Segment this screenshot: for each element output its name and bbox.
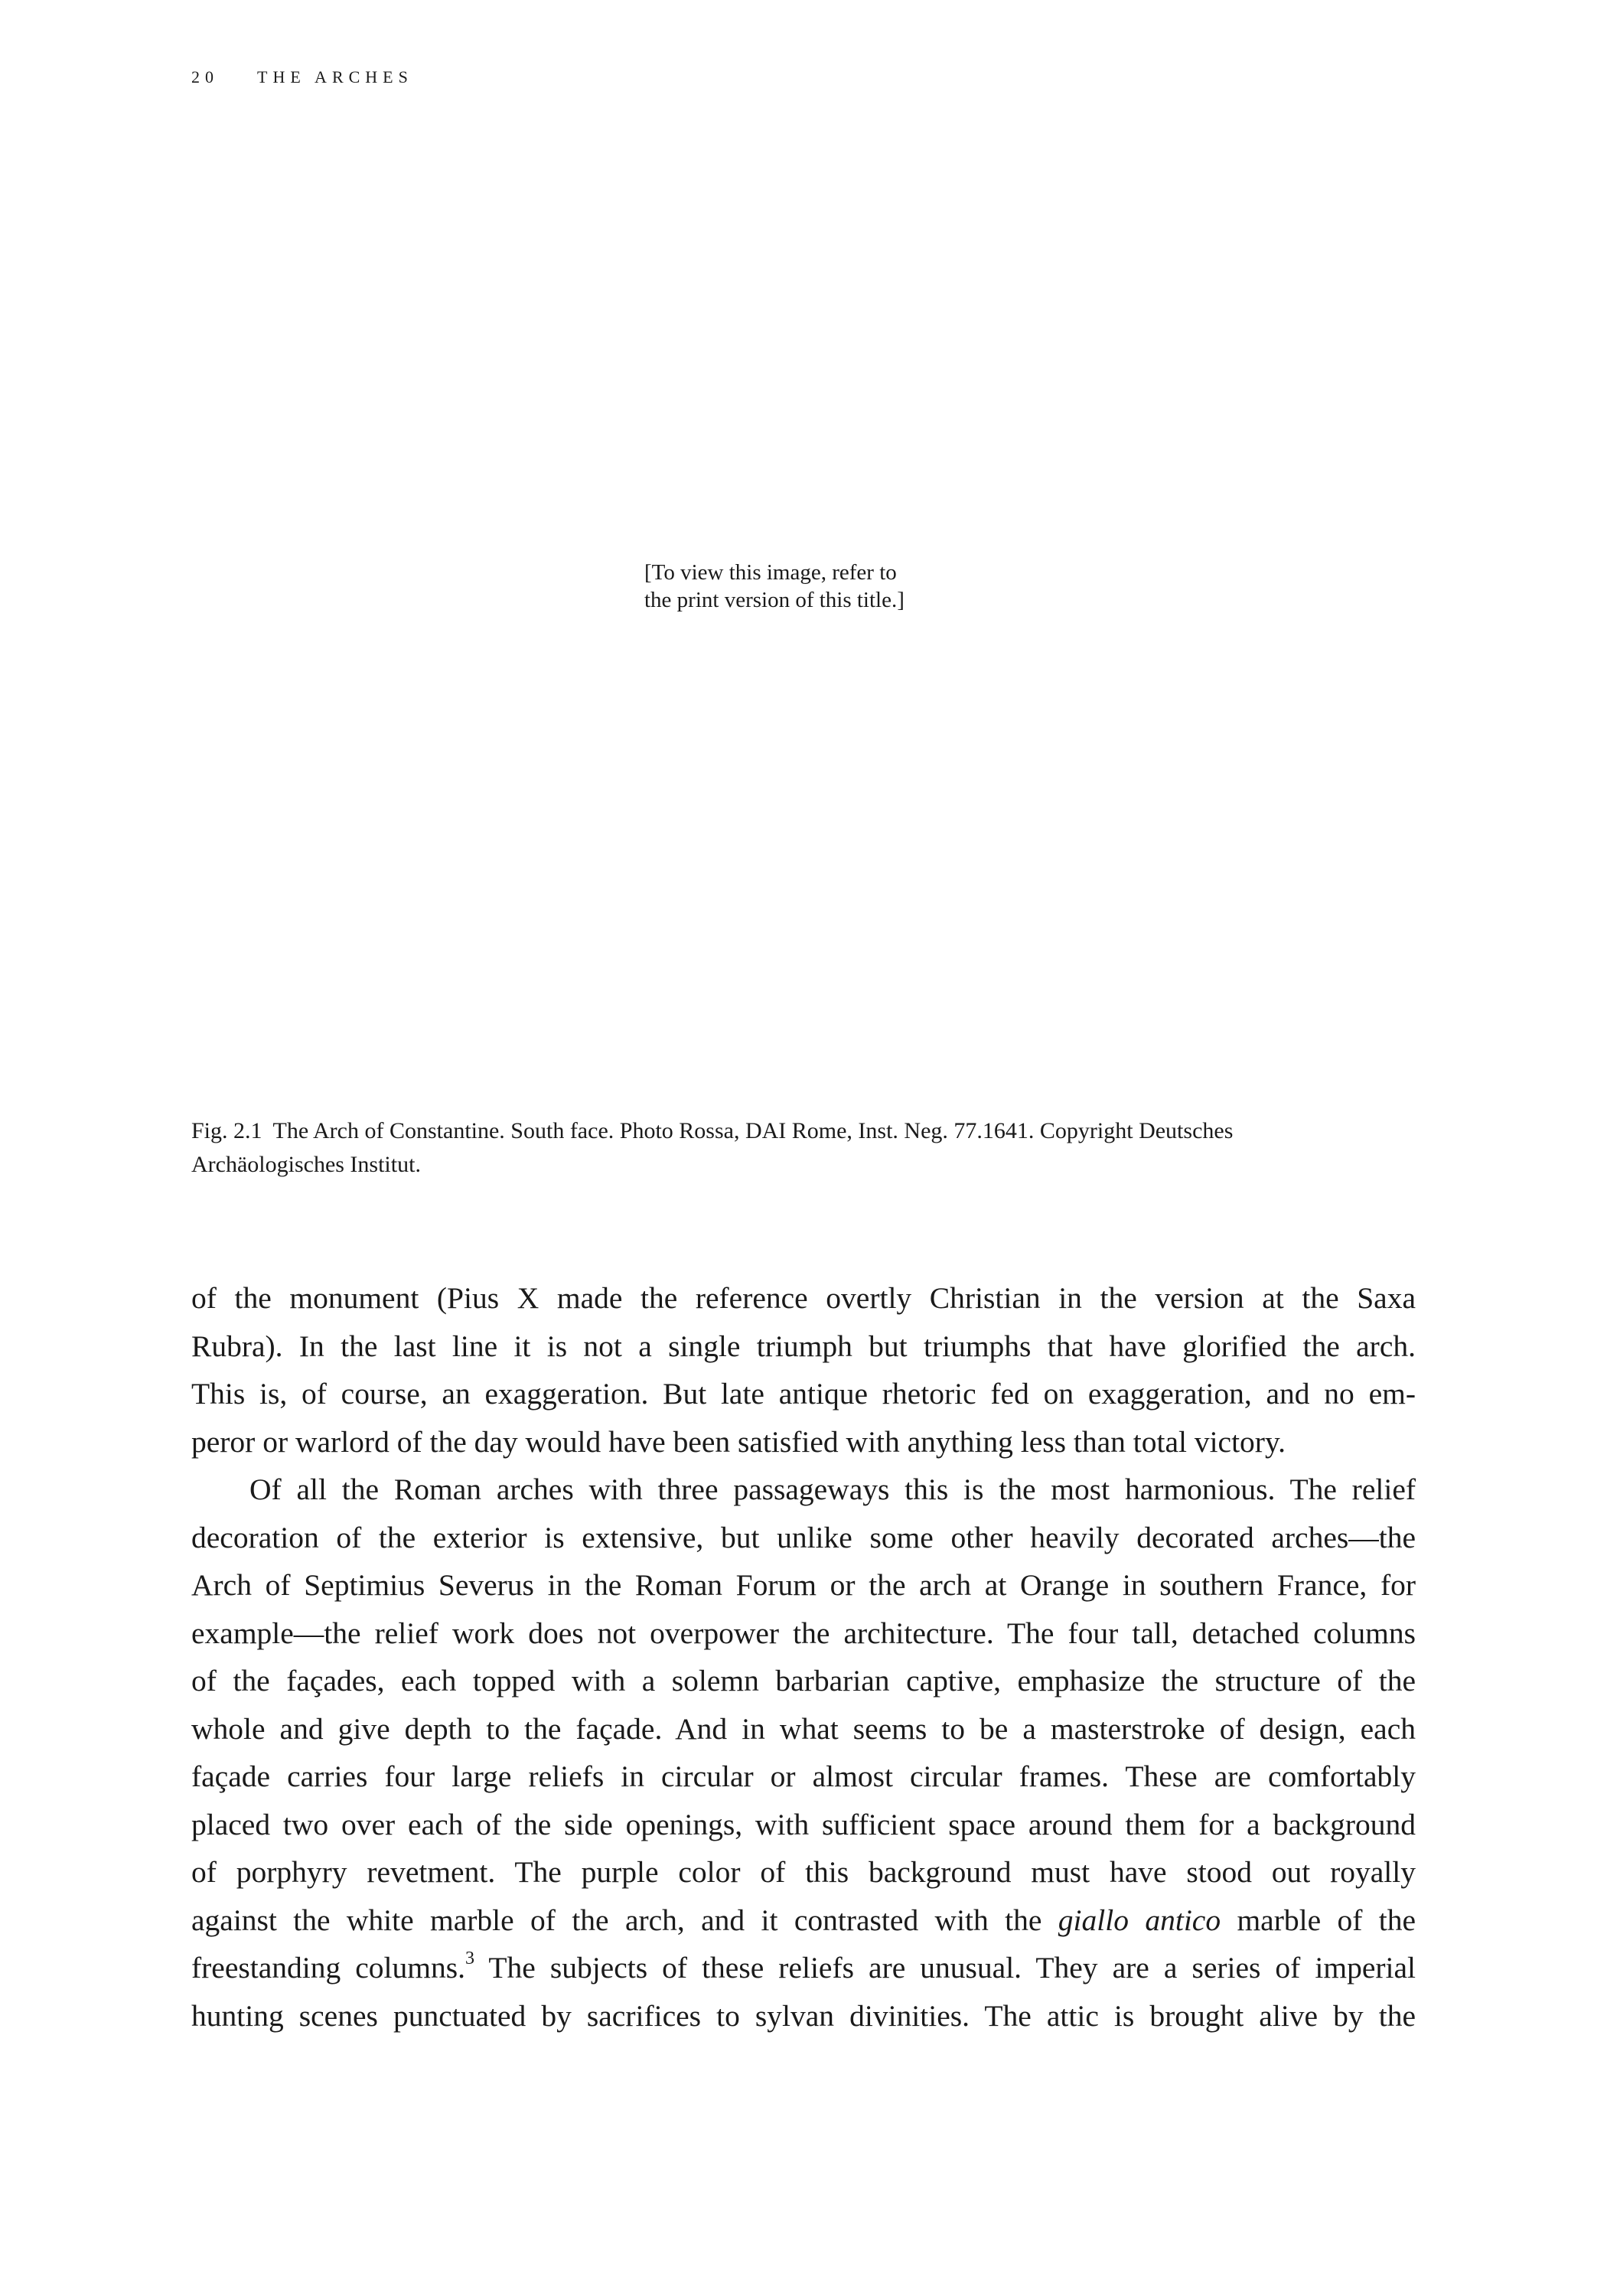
paragraph-2-line-3: Arch of Septimius Severus in the Roman Forum or the arch at Orange in southern France, for — [191, 1568, 1416, 1602]
line-11-part-b: The subjects of these reliefs are unusual. They are a series of imperial — [488, 1951, 1416, 1985]
running-head-title: THE ARCHES — [257, 67, 413, 86]
paragraph-2-line-12: hunting scenes punctuated by sacrifices to sylvan divinities. The attic is brought alive by the — [191, 1998, 1416, 2033]
line-10-part-b: marble of the — [1237, 1903, 1416, 1937]
paragraph-2-line-10 — [191, 1896, 1416, 1945]
paragraph-2-line-4: example—the relief work does not overpower the architecture. The four tall, detached columns — [191, 1616, 1416, 1650]
page-number: 20 — [191, 67, 219, 86]
line-10-part-a: against the white marble of the arch, and it contrasted with the — [191, 1903, 1042, 1937]
paragraph-2-line-9: of porphyry revetment. The purple color of this background must have stood out royally — [191, 1855, 1416, 1889]
paragraph-2-line-1: Of all the Roman arches with three passageways this is the most harmonious. The relief — [249, 1473, 1416, 1506]
paragraph-2-line-7: façade carries four large reliefs in circular or almost circular frames. These are comfortably — [191, 1760, 1416, 1793]
caption-line-1: The Arch of Constantine. South face. Photo Rossa, DAI Rome, Inst. Neg. 77.1641. Copyright Deutsches — [272, 1118, 1234, 1143]
placeholder-line-1: [To view this image, refer to — [644, 560, 897, 585]
paragraph-2-line-2: decoration of the exterior is extensive, but unlike some other heavily decorated arches—the — [191, 1520, 1416, 1554]
paragraph-1-line-2: Rubra). In the last line it is not a single triumph but triumphs that have glorified the arch. — [191, 1329, 1416, 1363]
paragraph-2-line-6: whole and give depth to the façade. And in what seems to be a masterstroke of design, each — [191, 1711, 1416, 1746]
paragraph-1-line-4: peror or warlord of the day would have been satisfied with anything less than total victory. — [191, 1424, 1286, 1459]
body-text — [191, 1274, 1416, 2040]
paragraph-2-line-8: placed two over each of the side openings, with sufficient space around them for a background — [191, 1807, 1416, 1841]
footnote-ref-3[interactable]: 3 — [465, 1948, 475, 1968]
paragraph-1-line-1: of the monument (Pius X made the reference overtly Christian in the version at the Saxa — [191, 1281, 1416, 1315]
paragraph-2-line-5: of the façades, each topped with a solemn barbarian captive, emphasize the structure of the — [191, 1664, 1416, 1698]
figure-caption — [191, 1114, 1416, 1182]
line-11-part-a: freestanding columns. — [191, 1951, 466, 1985]
paragraph-1-line-3: This is, of course, an exaggeration. But late antique rhetoric fed on exaggeration, and no em- — [191, 1377, 1416, 1411]
running-head — [191, 67, 413, 87]
italic-term: giallo antico — [1058, 1903, 1221, 1937]
placeholder-line-2: the print version of this title.] — [644, 588, 905, 612]
image-placeholder — [644, 559, 966, 614]
caption-line-2: Archäologisches Institut. — [191, 1152, 421, 1177]
figure-label: Fig. 2.1 — [191, 1118, 262, 1143]
paragraph-2-line-11 — [191, 1944, 1416, 1992]
